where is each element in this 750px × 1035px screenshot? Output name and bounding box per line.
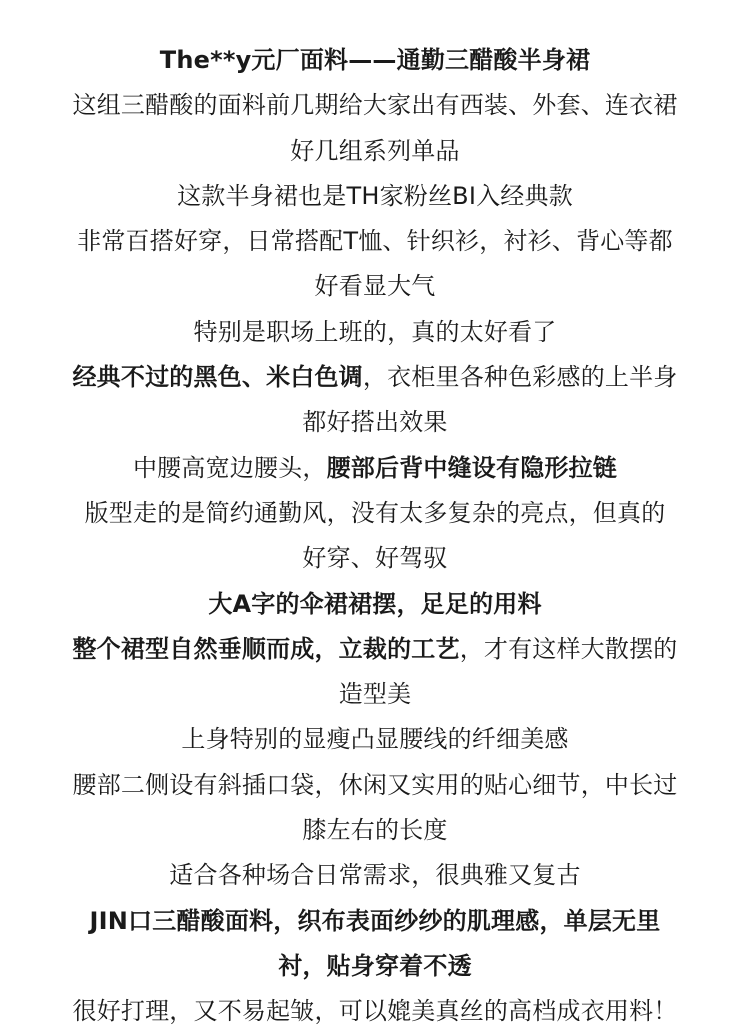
text-line [0,83,750,128]
bold-text: JIN口三醋酸面料，织布表面纱纱的肌理感，单层无里 [89,906,661,935]
text-line [0,38,750,83]
body-text: 腰部二侧设有斜插口袋，休闲又实用的贴心细节，中长过 [72,770,678,799]
text-line [0,536,750,581]
text-line [0,944,750,989]
text-line [0,264,750,309]
text-line [0,808,750,853]
text-line [0,310,750,355]
text-line [0,627,750,672]
body-text: 造型美 [338,680,412,709]
text-line [0,899,750,944]
body-text: 很好打理，又不易起皱，可以媲美真丝的高档成衣用料！ [72,997,678,1026]
body-text: 好几组系列单品 [290,136,460,165]
bold-text: 经典不过的黑色、米白色调 [72,363,363,392]
body-text: 好穿、好驾驭 [302,544,448,573]
text-line [0,717,750,762]
text-line [0,853,750,898]
text-line [0,129,750,174]
bold-text: 大A字的伞裙裙摆，足足的用料 [208,589,542,618]
body-text: 特别是职场上班的，真的太好看了 [193,317,557,346]
bold-text: The**y元厂面料——通勤三醋酸半身裙 [159,46,591,74]
text-line [0,400,750,445]
body-text: 非常百搭好穿，日常搭配T恤、针织衫，衬衫、背心等都 [77,227,673,256]
text-line [0,219,750,264]
text-line [0,174,750,219]
text-line [0,582,750,627]
body-text: 这组三醋酸的面料前几期给大家出有西装、外套、连衣裙 [72,91,678,120]
body-text: 上身特别的显瘦凸显腰线的纤细美感 [181,725,569,754]
body-text: 适合各种场合日常需求，很典雅又复古 [169,861,581,890]
bold-text: 腰部后背中缝设有隐形拉链 [326,453,617,482]
bold-text: 衬，贴身穿着不透 [278,951,472,980]
bold-text: 整个裙型自然垂顺而成，立裁的工艺 [72,634,460,663]
text-line [0,491,750,536]
body-text: 这款半身裙也是TH家粉丝BI入经典款 [177,181,573,210]
body-text: 好看显大气 [314,272,436,301]
text-line [0,355,750,400]
body-text: 都好搭出效果 [302,408,448,437]
body-text: 中腰高宽边腰头， [132,453,327,482]
body-text: ，才有这样大散摆的 [459,634,678,663]
text-line [0,446,750,491]
text-line [0,989,750,1034]
body-text: ，衣柜里各种色彩感的上半身 [362,363,678,392]
text-line [0,672,750,717]
text-line [0,763,750,808]
body-text: 版型走的是简约通勤风，没有太多复杂的亮点，但真的 [84,498,666,527]
body-text: 膝左右的长度 [302,816,448,845]
